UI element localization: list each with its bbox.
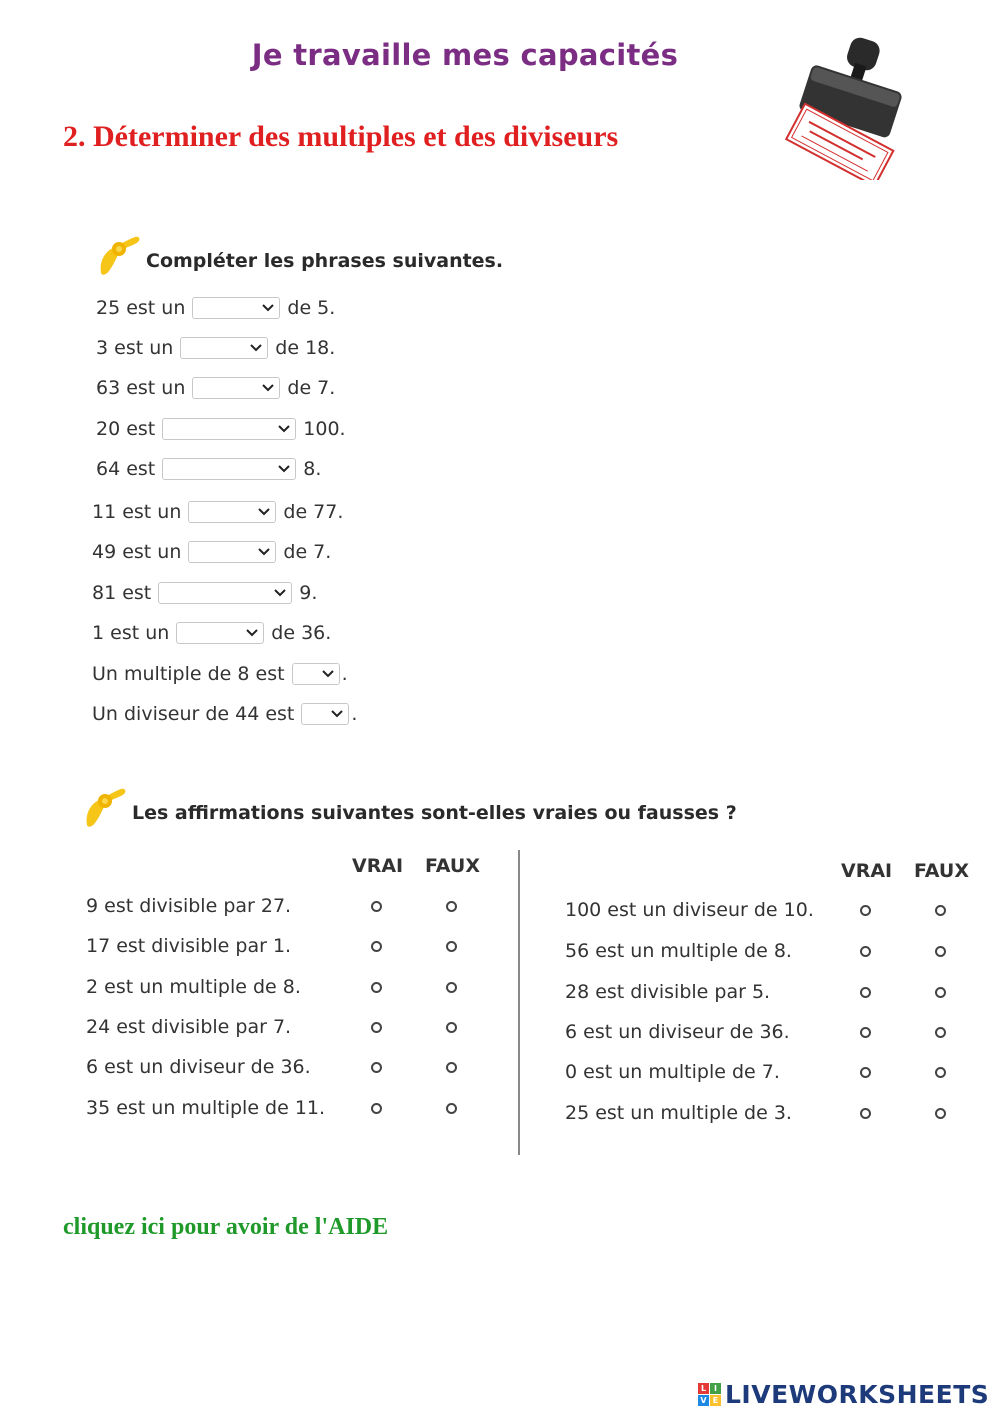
row-text-after: de 77. xyxy=(283,501,344,523)
brand-logo-icon xyxy=(698,1383,721,1406)
chevron-down-icon xyxy=(250,344,262,352)
logo-letter: E xyxy=(710,1395,721,1406)
chevron-down-icon xyxy=(246,629,258,637)
statement-text: 0 est un multiple de 7. xyxy=(565,1061,780,1083)
answer-select[interactable] xyxy=(162,458,296,480)
brand-footer xyxy=(698,1380,989,1409)
radio-faux[interactable] xyxy=(446,1062,457,1073)
row-text-after: de 5. xyxy=(287,297,336,319)
answer-select[interactable] xyxy=(188,501,276,523)
col-header-vrai: VRAI xyxy=(352,855,404,877)
answer-select[interactable] xyxy=(301,703,349,725)
statement-text: 17 est divisible par 1. xyxy=(86,935,292,957)
row-text-after: . xyxy=(341,663,348,685)
answer-select[interactable] xyxy=(192,297,280,319)
chevron-down-icon xyxy=(262,304,274,312)
row-text-before: 11 est un xyxy=(92,501,182,523)
help-link[interactable]: cliquez ici pour avoir de l'AIDE xyxy=(63,1214,389,1240)
stamp-image xyxy=(772,30,932,180)
column-divider xyxy=(518,850,520,1155)
radio-vrai[interactable] xyxy=(371,1103,382,1114)
radio-vrai[interactable] xyxy=(860,905,871,916)
answer-select[interactable] xyxy=(180,337,268,359)
answer-select[interactable] xyxy=(192,377,280,399)
radio-vrai[interactable] xyxy=(371,901,382,912)
row-text-before: 20 est xyxy=(96,418,156,440)
row-text-before: Un multiple de 8 est xyxy=(92,663,285,685)
logo-letter: I xyxy=(710,1383,721,1394)
statement-text: 56 est un multiple de 8. xyxy=(565,940,792,962)
fill-row xyxy=(92,538,331,566)
radio-faux[interactable] xyxy=(446,901,457,912)
chevron-down-icon xyxy=(278,425,290,433)
fill-row xyxy=(92,700,357,728)
radio-vrai[interactable] xyxy=(860,987,871,998)
fill-row xyxy=(92,619,331,647)
col-header-vrai: VRAI xyxy=(841,860,893,882)
statement-text: 6 est un diviseur de 36. xyxy=(86,1056,311,1078)
logo-letter: L xyxy=(698,1383,709,1394)
section1-heading: Compléter les phrases suivantes. xyxy=(146,250,504,272)
chevron-down-icon xyxy=(258,548,270,556)
radio-vrai[interactable] xyxy=(860,1027,871,1038)
radio-vrai[interactable] xyxy=(371,982,382,993)
fill-row xyxy=(92,660,348,688)
col-header-faux: FAUX xyxy=(914,860,969,882)
radio-faux[interactable] xyxy=(935,946,946,957)
fill-row xyxy=(96,455,321,483)
radio-faux[interactable] xyxy=(935,905,946,916)
row-text-before: 25 est un xyxy=(96,297,186,319)
chevron-down-icon xyxy=(262,384,274,392)
row-text-after: 100. xyxy=(303,418,346,440)
brand-name: LIVEWORKSHEETS xyxy=(725,1380,990,1409)
row-text-after: 8. xyxy=(303,458,322,480)
answer-select[interactable] xyxy=(158,582,292,604)
page-title: Je travaille mes capacités xyxy=(251,38,679,72)
knot-icon xyxy=(81,785,129,829)
row-text-before: Un diviseur de 44 est xyxy=(92,703,295,725)
chevron-down-icon xyxy=(278,465,290,473)
answer-select[interactable] xyxy=(292,663,340,685)
fill-row xyxy=(96,374,335,402)
statement-text: 6 est un diviseur de 36. xyxy=(565,1021,790,1043)
row-text-after: de 18. xyxy=(275,337,336,359)
row-text-after: de 7. xyxy=(287,377,336,399)
statement-text: 2 est un multiple de 8. xyxy=(86,976,301,998)
radio-vrai[interactable] xyxy=(371,941,382,952)
row-text-after: 9. xyxy=(299,582,318,604)
fill-row xyxy=(96,415,346,443)
row-text-before: 63 est un xyxy=(96,377,186,399)
radio-vrai[interactable] xyxy=(371,1022,382,1033)
statement-text: 35 est un multiple de 11. xyxy=(86,1097,326,1119)
row-text-before: 3 est un xyxy=(96,337,174,359)
radio-faux[interactable] xyxy=(446,1103,457,1114)
statement-text: 100 est un diviseur de 10. xyxy=(565,899,814,921)
answer-select[interactable] xyxy=(162,418,296,440)
row-text-before: 64 est xyxy=(96,458,156,480)
chevron-down-icon xyxy=(274,589,286,597)
statement-text: 24 est divisible par 7. xyxy=(86,1016,292,1038)
radio-faux[interactable] xyxy=(935,1108,946,1119)
answer-select[interactable] xyxy=(188,541,276,563)
statement-text: 28 est divisible par 5. xyxy=(565,981,771,1003)
radio-vrai[interactable] xyxy=(860,1067,871,1078)
radio-faux[interactable] xyxy=(935,1067,946,1078)
radio-vrai[interactable] xyxy=(860,1108,871,1119)
radio-faux[interactable] xyxy=(446,982,457,993)
chevron-down-icon xyxy=(258,508,270,516)
fill-row xyxy=(96,294,335,322)
row-text-before: 81 est xyxy=(92,582,152,604)
fill-row xyxy=(92,579,317,607)
row-text-after: . xyxy=(351,703,358,725)
answer-select[interactable] xyxy=(176,622,264,644)
statement-text: 9 est divisible par 27. xyxy=(86,895,292,917)
radio-faux[interactable] xyxy=(935,1027,946,1038)
page-subtitle: 2. Déterminer des multiples et des diviseurs xyxy=(63,120,619,153)
chevron-down-icon xyxy=(322,670,334,678)
fill-row xyxy=(92,498,343,526)
row-text-before: 49 est un xyxy=(92,541,182,563)
radio-faux[interactable] xyxy=(935,987,946,998)
radio-vrai[interactable] xyxy=(371,1062,382,1073)
col-header-faux: FAUX xyxy=(425,855,480,877)
statement-text: 25 est un multiple de 3. xyxy=(565,1102,792,1124)
row-text-after: de 7. xyxy=(283,541,332,563)
section2-heading: Les affirmations suivantes sont-elles vraies ou fausses ? xyxy=(132,802,737,824)
logo-letter: V xyxy=(698,1395,709,1406)
row-text-before: 1 est un xyxy=(92,622,170,644)
chevron-down-icon xyxy=(331,710,343,718)
radio-vrai[interactable] xyxy=(860,946,871,957)
row-text-after: de 36. xyxy=(271,622,332,644)
knot-icon xyxy=(95,233,143,277)
radio-faux[interactable] xyxy=(446,1022,457,1033)
radio-faux[interactable] xyxy=(446,941,457,952)
fill-row xyxy=(96,334,335,362)
